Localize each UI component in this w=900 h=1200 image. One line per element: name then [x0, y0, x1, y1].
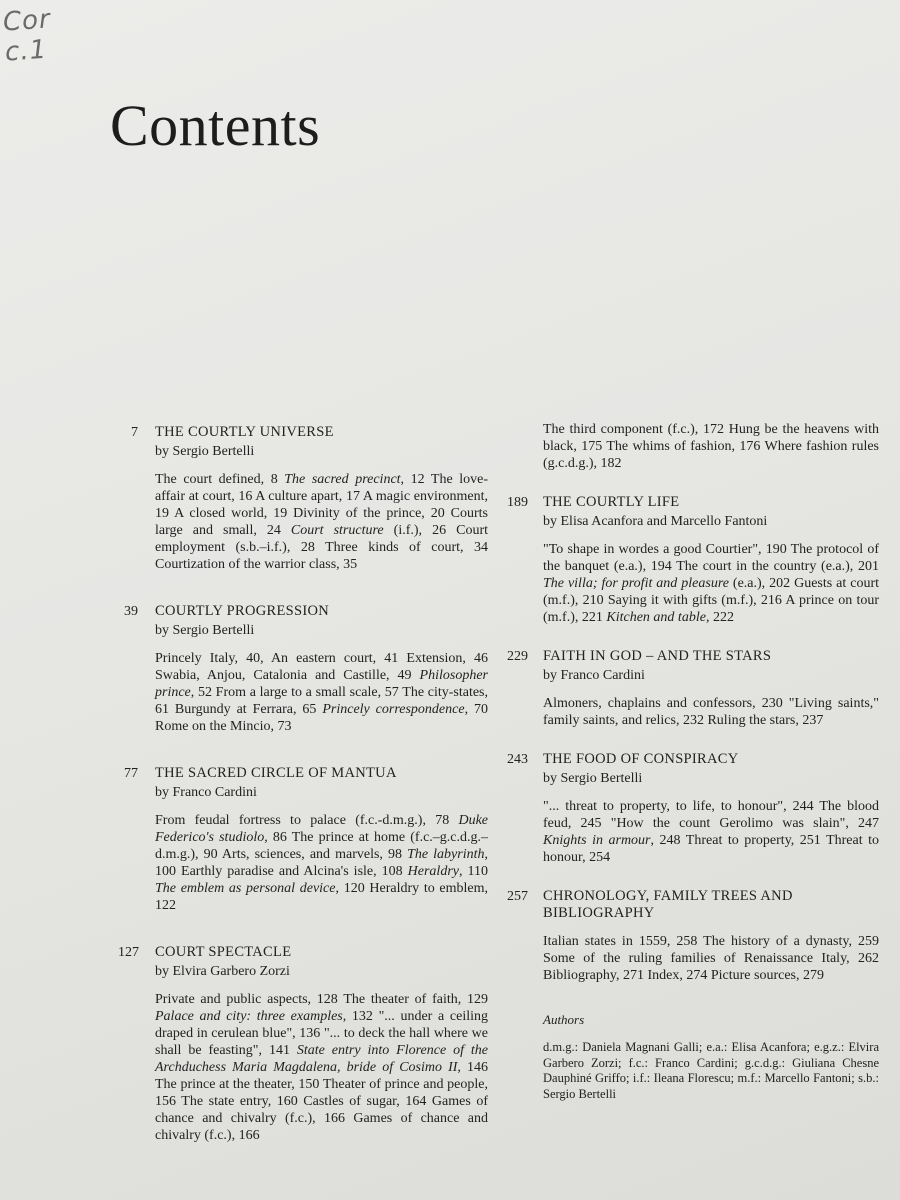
- toc-chapter-author: by Franco Cardini: [543, 668, 645, 683]
- section-text: , 12 The love-affair at court, 16 A culture apart, 17 A magic environment, 19 A closed world, 19 Divinity of the prince, 20 Courts large and small, 24: [155, 472, 489, 538]
- section-text: , 86 The prince at home (f.c.–g.c.d.g.–d.m.g.), 90 Arts, sciences, and marvels, 98: [155, 830, 489, 862]
- italic-section-title: State entry into Florence of the Archduchess Maria Magdalena, bride of Cosimo II: [155, 1043, 489, 1075]
- italic-section-title: Heraldry: [407, 864, 459, 879]
- italic-section-title: The sacred precinct: [284, 472, 401, 487]
- section-text: The third component (f.c.), 172 Hung be the heavens with black, 175: [543, 422, 879, 454]
- italic-section-title: Kitchen and table: [606, 610, 706, 625]
- toc-chapter-title: CHRONOLOGY, FAMILY TREES AND BIBLIOGRAPHY: [543, 888, 793, 921]
- italic-section-title: The villa; for profit and pleasure: [543, 576, 729, 591]
- toc-chapter-author: by Elisa Acanfora and Marcello Fantoni: [543, 514, 768, 529]
- toc-chapter-title: FAITH IN GOD – AND THE STARS: [543, 648, 772, 664]
- toc-chapter-sections: [543, 798, 879, 866]
- section-text: , 176 Where fashion rules (g.c.d.g.), 182: [543, 439, 879, 471]
- section-text: , 248 Threat to property, 251 Threat to honour, 254: [543, 833, 880, 865]
- toc-entry: [118, 603, 488, 735]
- toc-chapter-title: THE COURTLY LIFE: [543, 494, 680, 510]
- authors-abbreviations: d.m.g.: Daniela Magnani Galli; e.a.: Elisa Acanfora; e.g.z.: Elvira Garbero Zorzi; f.c.: Franco Cardini; g.c.d.g.: Giuliana Chesne Dauphiné Griffo; i.f.: Ileana Florescu; m.f.: Marcello Fantoni; s.b.: Sergio Bertelli: [543, 1040, 879, 1101]
- section-text: , 222: [705, 610, 734, 625]
- section-text: , 100 Earthly paradise and Alcina's isle, 108: [155, 847, 488, 879]
- toc-page-number: 257: [507, 889, 528, 904]
- toc-page-number: 189: [507, 495, 528, 510]
- section-text: , 70 Rome on the Mincio, 73: [155, 702, 488, 734]
- toc-page-number: 243: [507, 752, 528, 767]
- toc-entry: [118, 944, 488, 1144]
- toc-chapter-sections: [543, 933, 879, 984]
- toc-entry: [118, 765, 488, 914]
- section-text: Princely Italy, 40, An eastern court, 41 Extension, 46 Swabia, Anjou, Catalonia and Castille, 49: [155, 651, 488, 683]
- toc-page-number: 229: [507, 649, 528, 664]
- italic-section-title: Palace and city: three examples: [155, 1009, 343, 1024]
- section-text: , 132 "... under a ceiling draped in cerulean blue", 136 "... to deck the hall where we shall be feasting", 141: [155, 1009, 488, 1058]
- toc-chapter-author: by Sergio Bertelli: [543, 771, 643, 786]
- toc-chapter-title: THE COURTLY UNIVERSE: [155, 424, 334, 440]
- italic-section-title: The emblem as personal device: [155, 881, 336, 896]
- authors-key: [506, 1012, 879, 1102]
- section-text: From feudal fortress to palace (f.c.-d.m.g.), 78: [155, 813, 459, 828]
- toc-entry: [118, 424, 488, 573]
- toc-entry: [506, 751, 879, 866]
- toc-continuation-sections: [506, 421, 879, 472]
- italic-section-title: Philosopher prince: [155, 668, 488, 700]
- toc-chapter-sections: [155, 812, 488, 914]
- toc-entry: [506, 494, 879, 626]
- toc-chapter-sections: [155, 991, 488, 1144]
- section-text: , 110: [458, 864, 488, 879]
- toc-page-number: 77: [124, 766, 138, 781]
- handwritten-note-line2: c.1: [4, 34, 49, 68]
- toc-chapter-title: COURTLY PROGRESSION: [155, 603, 330, 619]
- contents-left-column: [118, 424, 488, 1166]
- italic-section-title: Duke Federico's studiolo: [155, 813, 488, 845]
- section-text: Italian states in 1559, 258 The history of a dynasty, 259 Some of the ruling families of Renaissance Italy, 262 Bibliography, 271 Index, 274 Picture sources, 279: [543, 934, 879, 983]
- section-text: Private and public aspects, 128 The theater of faith, 129: [155, 992, 488, 1007]
- toc-chapter-title: THE FOOD OF CONSPIRACY: [543, 751, 739, 767]
- toc-chapter-title: COURT SPECTACLE: [155, 944, 292, 960]
- italic-section-title: Court structure: [290, 523, 384, 538]
- section-text: (e.a.), 202 Guests at court (m.f.), 210 Saying it with gifts (m.f.), 216 A prince on tour (m.f.), 221: [543, 576, 879, 625]
- italic-section-title: Knights in armour: [543, 833, 651, 848]
- toc-chapter-author: by Elvira Garbero Zorzi: [155, 964, 290, 979]
- toc-chapter-title: THE SACRED CIRCLE OF MANTUA: [155, 765, 397, 781]
- page-title: Contents: [110, 93, 321, 158]
- authors-heading: Authors: [543, 1012, 585, 1027]
- toc-chapter-sections: [155, 650, 488, 735]
- section-text: "... threat to property, to life, to honour", 244 The blood feud, 245 "How the count Gerolimo was slain", 247: [543, 799, 879, 831]
- italic-section-title: The labyrinth: [407, 847, 485, 862]
- toc-chapter-author: by Sergio Bertelli: [155, 444, 255, 459]
- section-text: , 120 Heraldry to emblem, 122: [155, 881, 488, 913]
- toc-chapter-sections: [543, 541, 879, 626]
- toc-chapter-sections: [543, 695, 879, 729]
- toc-chapter-author: by Sergio Bertelli: [155, 623, 255, 638]
- toc-entry: [506, 648, 879, 729]
- toc-entry: [506, 888, 879, 984]
- section-text: The court defined, 8: [155, 472, 285, 487]
- italic-section-title: The whims of fashion: [606, 439, 732, 454]
- section-text: Almoners, chaplains and confessors, 230 "Living saints," family saints, and relics, 232 Ruling the stars, 237: [543, 696, 879, 728]
- section-text: "To shape in wordes a good Courtier", 190 The protocol of the banquet (e.a.), 194 The court in the country (e.a.), 201: [543, 542, 879, 574]
- toc-chapter-author: by Franco Cardini: [155, 785, 257, 800]
- handwritten-note-line1: Cor: [1, 4, 52, 38]
- section-text: , 52 From a large to a small scale, 57 The city-states, 61 Burgundy at Ferrara, 65: [155, 685, 488, 717]
- toc-page-number: 7: [131, 425, 138, 440]
- section-text: , 146 The prince at the theater, 150 Theater of prince and people, 156 The state entry, 160 Castles of sugar, 164 Games of chance and chivalry (f.c.), 166 Games of chance and chivalry (f.c.), 166: [155, 1060, 488, 1143]
- toc-chapter-sections: [155, 471, 488, 573]
- section-text: (i.f.), 26 Court employment (s.b.–i.f.), 28 Three kinds of court, 34 Courtization of the warrior class, 35: [155, 523, 488, 572]
- toc-page-number: 127: [118, 945, 139, 960]
- toc-page-number: 39: [124, 604, 138, 619]
- italic-section-title: Princely correspondence: [322, 702, 465, 717]
- handwritten-note: [2, 4, 54, 67]
- contents-right-column: [506, 421, 879, 1102]
